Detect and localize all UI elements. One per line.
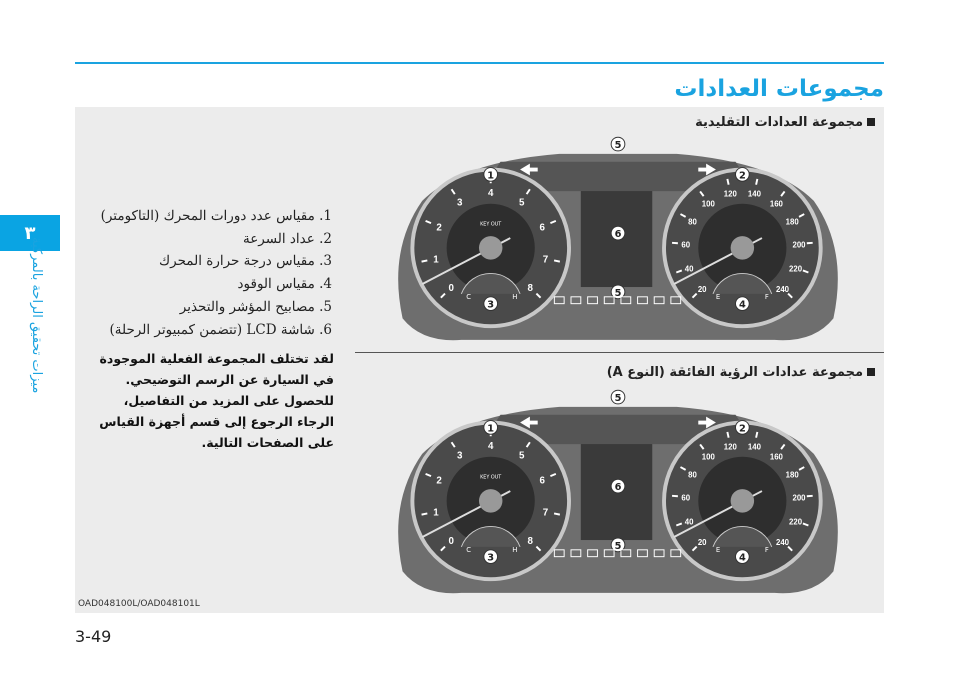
tachometer-hub	[479, 236, 503, 260]
speedometer-tick-label: 100	[701, 199, 715, 209]
tachometer-tick	[422, 513, 428, 514]
callout-number: 1	[487, 423, 495, 435]
tachometer-tick-label: 5	[518, 450, 525, 462]
speedometer-tick-label: 240	[775, 284, 790, 294]
callout-number: 5	[614, 139, 622, 151]
callout-number: 5	[614, 540, 622, 552]
heading-text: مجموعة عدادات الرؤية الفائقة (النوع A)	[606, 365, 863, 380]
speedometer-tick-label: 180	[785, 470, 799, 480]
legend-item: 1. مقياس عدد دورات المحرك (التاكومتر)	[100, 208, 332, 224]
tachometer-tick-label: 1	[433, 507, 439, 519]
tachometer-tick-label: 8	[527, 536, 533, 548]
fuel-empty-label: E	[715, 545, 721, 554]
tachometer-tick-label: 0	[448, 536, 454, 548]
tachometer-tick-label: 0	[448, 283, 454, 295]
tachometer-tick-label: 5	[518, 197, 525, 209]
callout-number: 5	[614, 287, 622, 299]
tachometer-tick-label: 6	[539, 475, 545, 487]
callout-number: 5	[614, 392, 622, 404]
chapter-section-label: ميزات تحقيق الراحة بالمركبة	[29, 236, 44, 393]
tachometer-tick-label: 1	[433, 254, 439, 266]
fuel-full-label: F	[764, 292, 769, 301]
speedometer-tick-label: 240	[775, 537, 790, 547]
note-line: لقد تختلف المجموعة الفعلية الموجودة في السيارة عن الرسم التوضيحي.	[99, 351, 334, 387]
speedometer-tick	[756, 432, 757, 438]
component-legend	[100, 205, 332, 341]
tachometer-tick-label: 7	[542, 254, 549, 266]
speedometer-tick-label: 220	[789, 264, 803, 274]
speedometer-tick-label: 180	[785, 217, 799, 227]
tachometer-tick	[554, 260, 560, 261]
legend-item: 5. مصابيح المؤشر والتحذير	[179, 298, 332, 315]
page-title: مجموعات العدادات	[674, 76, 884, 102]
legend-item: 2. عداد السرعة	[242, 230, 332, 247]
tachometer-tick-label: 4	[487, 187, 494, 199]
callout-number: 2	[738, 170, 746, 182]
image-code: OAD048100L/OAD048101L	[78, 599, 200, 609]
temp-cold-label: C	[466, 292, 472, 301]
conventional-cluster-illustration	[383, 132, 853, 350]
speedometer-tick	[727, 179, 728, 185]
fuel-empty-label: E	[715, 292, 721, 301]
speedometer-tick-label: 160	[769, 452, 783, 462]
tachometer-tick-label: 6	[539, 222, 545, 234]
section-divider	[355, 352, 884, 353]
speedometer-tick-label: 20	[697, 284, 707, 294]
tachometer-tick-label: 8	[527, 283, 533, 295]
speedometer-tick-label: 120	[723, 189, 737, 199]
speedometer-tick-label: 60	[681, 493, 691, 503]
callout-number: 4	[738, 552, 746, 564]
speedometer-tick	[727, 432, 728, 438]
speedometer-tick-label: 80	[688, 217, 697, 227]
callout-number: 6	[614, 482, 622, 494]
legend-item: 4. مقياس الوقود	[237, 276, 332, 293]
temp-cold-label: C	[466, 545, 472, 554]
speedometer-tick-label: 80	[688, 470, 697, 480]
section-heading-supervision	[607, 365, 875, 380]
page-number: 3-49	[75, 627, 112, 646]
tachometer-tick-label: 7	[542, 507, 549, 519]
callout-number: 1	[487, 170, 495, 182]
tachometer-tick-label: 3	[456, 197, 463, 209]
speedometer-hub	[731, 489, 755, 513]
legend-item: 3. مقياس درجة حرارة المحرك	[159, 253, 332, 270]
key-out-indicator: KEY OUT	[480, 221, 502, 228]
supervision-cluster-illustration	[383, 385, 853, 603]
callout-number: 3	[487, 552, 495, 564]
callout-number: 4	[738, 299, 746, 311]
tachometer-tick-label: 2	[436, 475, 442, 487]
bullet-square-icon	[867, 118, 875, 126]
callout-number: 6	[614, 229, 622, 241]
tachometer-tick	[554, 513, 560, 514]
fuel-full-label: F	[764, 545, 769, 554]
speedometer-tick	[756, 179, 757, 185]
legend-item: 6. شاشة LCD (تتضمن كمبيوتر الرحلة)	[109, 321, 332, 338]
speedometer-tick-label: 60	[681, 240, 691, 250]
speedometer-tick-label: 220	[789, 517, 803, 527]
key-out-indicator: KEY OUT	[480, 474, 502, 481]
header-rule	[75, 62, 884, 64]
tachometer-tick-label: 3	[456, 450, 463, 462]
tachometer-hub	[479, 489, 503, 513]
tachometer-tick-label: 4	[487, 440, 494, 452]
speedometer-tick-label: 100	[701, 452, 715, 462]
speedometer-tick-label: 20	[697, 537, 707, 547]
speedometer-hub	[731, 236, 755, 260]
callout-number: 3	[487, 299, 495, 311]
speedometer-tick-label: 140	[747, 189, 761, 199]
temp-hot-label: H	[512, 292, 518, 301]
temp-hot-label: H	[512, 545, 518, 554]
bullet-square-icon	[867, 368, 875, 376]
heading-text: مجموعة العدادات التقليدية	[695, 115, 863, 130]
section-heading-conventional	[695, 115, 875, 130]
note	[88, 348, 334, 453]
note-line: للحصول على المزيد من التفاصيل، الرجاء الرجوع إلى قسم أجهزة القياس على الصفحات التالية.	[99, 393, 334, 450]
speedometer-tick-label: 40	[684, 264, 694, 274]
speedometer-tick-label: 140	[747, 442, 761, 452]
tachometer-tick	[422, 260, 428, 261]
speedometer-tick-label: 200	[792, 493, 806, 503]
speedometer-tick-label: 200	[792, 240, 806, 250]
tachometer-tick-label: 2	[436, 222, 442, 234]
callout-number: 2	[738, 423, 746, 435]
speedometer-tick-label: 160	[769, 199, 783, 209]
speedometer-tick-label: 120	[723, 442, 737, 452]
speedometer-tick-label: 40	[684, 517, 694, 527]
chapter-tab: ٣	[0, 215, 60, 251]
